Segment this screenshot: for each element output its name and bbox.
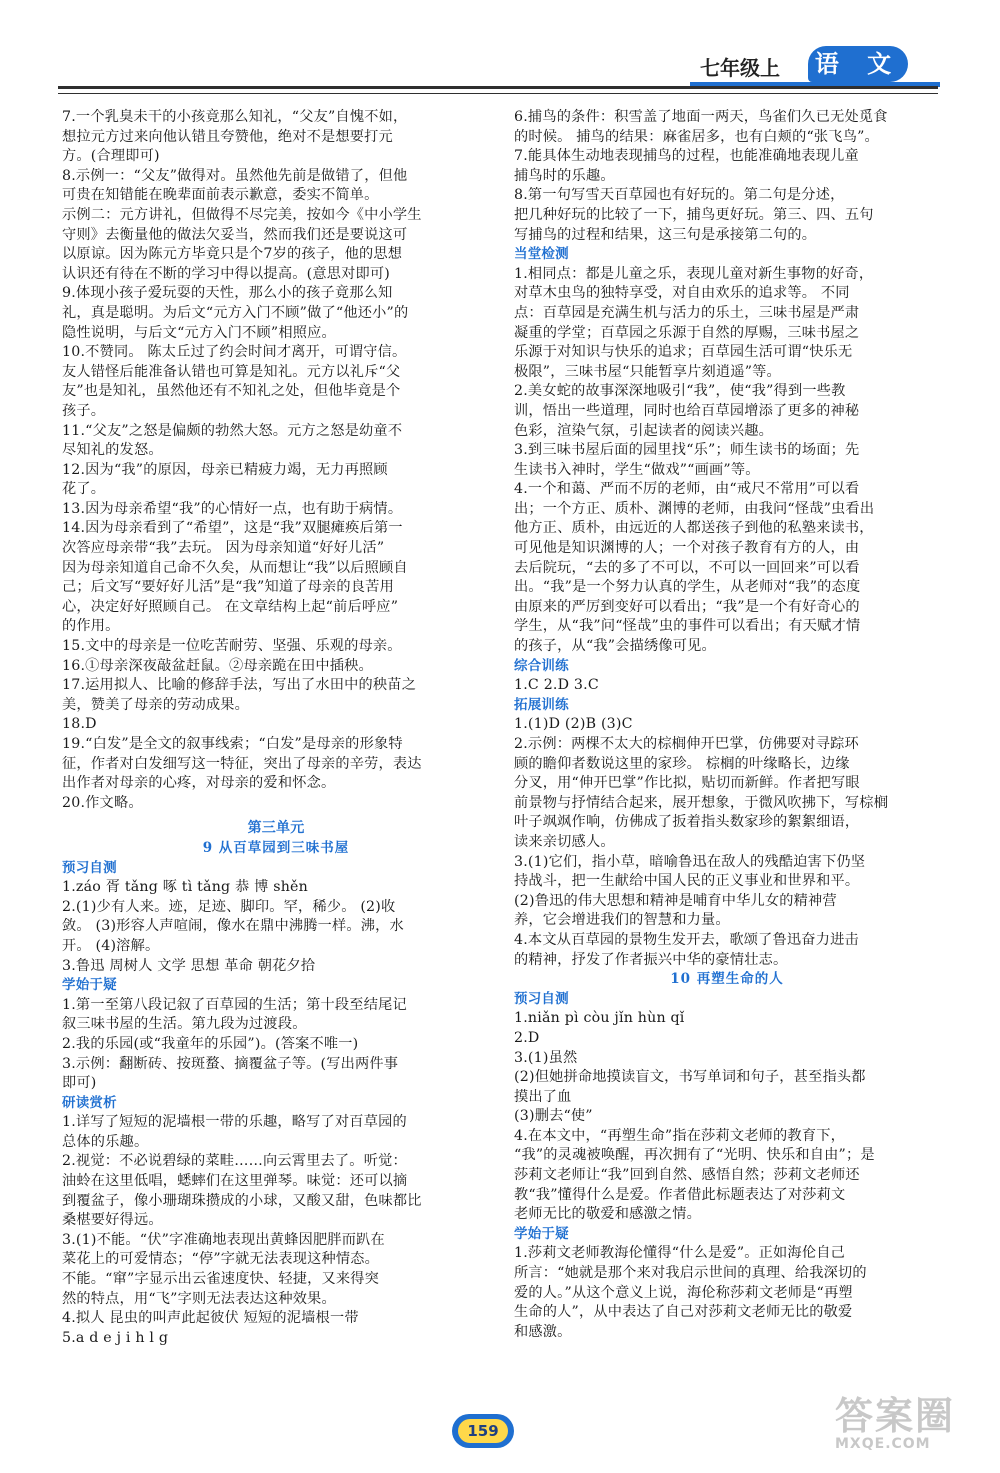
watermark-top: 答案圈 [835,1394,956,1438]
answer-line: 开。 (4)溶解。 [62,937,160,954]
answer-line: 3.(1)不能。“伏”字准确地表现出黄蜂因肥胖而趴在 [62,1231,385,1248]
answer-line: (2)但她拼命地摸读盲文，书写单词和句子，甚至指头都 [514,1069,866,1086]
watermark-bottom: MXQE.COM [835,1436,931,1452]
answer-line: 莎莉文老师让“我”回到自然、感悟自然；莎莉文老师还 [514,1167,860,1184]
answer-line: 1.详写了短短的泥墙根一带的乐趣，略写了对百草园的 [62,1114,407,1131]
answer-line: 2.D [514,1029,540,1046]
answer-line: 分叉，用“伸开巴掌”作比拟，贴切而新鲜。作者把写眼 [514,775,860,792]
answer-line: 出。“我”是一个努力认真的学生，从老师对“我”的态度 [514,579,861,596]
answer-line: 1.相同点：都是儿童之乐，表现儿童对新生事物的好奇， [514,265,874,282]
answer-line: 13.因为母亲希望“我”的心情好一点，也有助于病情。 [62,500,403,517]
answer-line: 3.鲁迅 周树人 文学 思想 革命 朝花夕拾 [62,957,316,974]
answer-line: 7.能具体生动地表现捕鸟的过程，也能准确地表现儿童 [514,148,859,165]
answer-line: 的孩子，从“我”会描绣像可见。 [514,638,716,655]
answer-line: 教“我”懂得什么是爱。作者借此标题表达了对莎莉文 [514,1186,846,1203]
page-header [0,0,1000,110]
right-column [514,108,940,1342]
answer-line: 和感激。 [514,1323,572,1340]
answer-line: 方。(合理即可) [62,148,160,165]
answer-line: 1.第一至第八段记叙了百草园的生活；第十段至结尾记 [62,996,407,1013]
answer-line: 2.示例：两棵不太大的棕榈伸开巴掌，仿佛要对寻踪环 [514,736,859,752]
answer-line: 2.视觉：不必说碧绿的菜畦……向云霄里去了。听觉： [62,1153,407,1170]
answer-line: 17.运用拟人、比喻的修辞手法，写出了水田中的秧苗之 [62,677,417,694]
answer-line: 爱的人。”从这个意义上说，海伦称莎莉文老师是“再塑 [514,1284,853,1301]
answer-line: 他方正、质朴，由远近的人都送孩子到他的私塾来读书， [514,520,874,537]
section-heading: 学始于疑 [62,977,117,994]
answer-line: 乐源于对知识与快乐的追求；百草园生活可谓“快乐无 [514,344,853,361]
section-heading: 拓展训练 [514,696,569,713]
answer-line: 写捕鸟的过程和结果，这三句是承接第二句的。 [514,226,817,243]
answer-line: 学生，从“我”问“怪哉”虫的事件可以看出；有天赋才情 [514,618,861,635]
section-heading: 预习自测 [62,859,117,876]
answer-line: 即可) [62,1075,97,1092]
answer-line: 去后院玩，“去的多了不可以，不可以一回回来”可以看 [514,559,860,576]
left-column [62,108,490,1348]
answer-line: 尽知礼的发怒。 [62,442,163,459]
answer-line: 8.示例一：“父友”做得对。虽然他先前是做错了，但他 [62,167,408,184]
answer-line: 19.“白发”是全文的叙事线索；“白发”是母亲的形象特 [62,736,403,752]
answer-line: 14.因为母亲看到了“希望”，这是“我”双腿瘫痪后第一 [62,520,403,537]
answer-line: 训，悟出一些道理，同时也给百草园增添了更多的神秘 [514,402,860,419]
answer-line: 到覆盆子，像小珊瑚珠攒成的小球，又酸又甜，色味都比 [62,1192,422,1209]
answer-line: 认识还有待在不断的学习中得以提高。(意思对即可) [62,265,390,282]
answer-line: 11.“父友”之怒是偏颇的勃然大怒。元方之怒是幼童不 [62,422,403,439]
answer-line: 由原来的严厉到变好可以看出；“我”是一个有好奇心的 [514,598,860,615]
section-heading: 研读赏析 [62,1094,117,1111]
answer-line: 美，赞美了母亲的劳动成果。 [62,696,250,713]
subject-tab: 语 文 [808,46,908,82]
answer-line: 2.(1)少有人来。迹，足迹、脚印。罕，稀少。 (2)收 [62,898,396,915]
answer-line: 生读书入神时，学生“做戏”“画画”等。 [514,461,760,478]
section-heading: 学始于疑 [514,1225,569,1242]
answer-line: 生命的人”，从中表达了自己对莎莉文老师无比的敬爱 [514,1304,853,1321]
answer-line: 总体的乐趣。 [62,1133,149,1150]
answer-line: 1.záo 胥 tǎng 啄 tì tǎng 恭 博 shěn [62,879,308,896]
answer-line: 4.一个和蔼、严而不厉的老师，由“戒尺不常用”可以看 [514,481,860,498]
answer-line: 所言：“她就是那个来对我启示世间的真理、给我深切的 [514,1265,867,1282]
answer-line: 4.在本文中，“再塑生命”指在莎莉文老师的教育下， [514,1127,845,1144]
answer-line: 隐性说明，与后文“元方入门不顾”相照应。 [62,324,336,341]
answer-line: 示例二：元方讲礼，但做得不尽完美，按如今《中小学生 [62,206,422,223]
answer-line: 9.体现小孩子爱玩耍的天性，那么小的孩子竟那么知 [62,285,393,302]
answer-line: 对草木虫鸟的独特享受，对自由欢乐的追求等。 不同 [514,285,850,302]
answer-line: 叙三味书屋的生活。第九段为过渡段。 [62,1016,307,1033]
answer-line: 心，决定好好照顾自己。 在文章结构上起“前后呼应” [62,598,399,615]
answer-line: 8.第一句写雪天百草园也有好玩的。第二句是分述， [514,187,845,204]
answer-line: 的时候。 捕鸟的结果：麻雀居多，也有白颊的“张飞鸟”。 [514,128,879,145]
answer-line: 守则》去衡量他的做法欠妥当，然而我们还是要说这可 [62,226,408,243]
answer-line: “我”的灵魂被唤醒，再次拥有了“光明、快乐和自由”；是 [514,1147,875,1164]
answer-line: 己；后文写“要好好儿活”是“我”知道了母亲的良苦用 [62,579,394,596]
answer-line: 点：百草园是充满生机与活力的乐土，三味书屋是严肃 [514,304,860,321]
answer-line: 桑椹要好得远。 [62,1212,163,1229]
answer-line: 3.示例：翻断砖、按斑蝥、摘覆盆子等。(写出两件事 [62,1055,399,1072]
answer-line: 6.捕鸟的条件：积雪盖了地面一两天，鸟雀们久已无处觅食 [514,109,888,125]
answer-line: 养，它会增进我们的智慧和力量。 [514,912,730,929]
answer-line: 油蛉在这里低唱，蟋蟀们在这里弹琴。味觉：还可以摘 [62,1173,408,1190]
answer-line: 色彩，渲染气氛，引起读者的阅读兴趣。 [514,422,773,439]
answer-line: 可见他是知识渊博的人；一个对孩子教育有方的人，由 [514,540,860,557]
watermark-logo [835,1385,985,1465]
answer-line: 因为母亲知道自己命不久矣，从而想让“我”以后照顾自 [62,559,408,576]
answer-line: 孩子。 [62,402,106,419]
section-heading: 预习自测 [514,990,569,1007]
answer-line: 2.美女蛇的故事深深地吸引“我”，使“我”得到一些教 [514,383,846,400]
answer-line: 叶子飒飒作响，仿佛成了扳着指头数家珍的絮絮细语， [514,814,860,831]
section-heading: 当堂检测 [514,246,569,263]
answer-line: 16.①母亲深夜敲盆赶鼠。②母亲跪在田中插秧。 [62,657,373,674]
answer-line: 20.作文略。 [62,794,143,811]
answer-line: (2)鲁迅的伟大思想和精神是哺育中华儿女的精神营 [514,892,837,909]
answer-line: 以原谅。因为陈元方毕竟只是个7岁的孩子，他的思想 [62,246,403,263]
answer-line: 10.不赞同。 陈太丘过了约会时间才离开，可谓守信。 [62,344,407,361]
answer-line: 读来亲切感人。 [514,833,615,850]
answer-line: 老师无比的敬爱和感激之情。 [514,1206,702,1223]
answer-line: 不能。“窜”字显示出云雀速度快、轻捷，又来得突 [62,1271,380,1288]
header-rule [58,86,938,89]
answer-line: 12.因为“我”的原因，母亲已精疲力竭，无力再照顾 [62,461,388,478]
answer-line: 可贵在知错能在晚辈面前表示歉意，委实不简单。 [62,187,379,204]
answer-line: 4.本文从百草园的景物生发开去，歌颂了鲁迅奋力进击 [514,931,859,948]
answer-line: 3.(1)虽然 [514,1049,578,1066]
answer-line: 5.a d e j i h l g [62,1329,169,1346]
answer-line: 征，作者对白发细写这一特征，突出了母亲的辛劳，表达 [62,755,422,772]
page-number: 159 [458,1419,508,1443]
answer-line: 礼，真是聪明。为后文“元方入门不顾”做了“他还小”的 [62,304,409,321]
answer-line: 的精神，抒发了作者振兴中华的豪情壮志。 [514,951,788,968]
answer-line: 友人错怪后能准备认错也可算是知礼。元方以礼斥“父 [62,363,401,380]
answer-line: 敛。 (3)形容人声喧闹，像水在鼎中沸腾一样。沸，水 [62,918,404,935]
answer-line: 7.一个乳臭未干的小孩竟那么知礼，“父友”自愧不如， [62,109,408,125]
lesson-title: 10 再塑生命的人 [670,971,784,988]
answer-line: 1.niǎn pì còu jǐn hùn qǐ [514,1010,685,1027]
answer-line: 想拉元方过来向他认错且夸赞他，绝对不是想要打元 [62,128,393,145]
answer-line: 4.拟人 昆虫的叫声此起彼伏 短短的泥墙根一带 [62,1310,359,1327]
answer-line: 1.(1)D (2)B (3)C [514,716,633,733]
answer-line: 2.我的乐园(或“我童年的乐园”)。(答案不唯一) [62,1035,359,1052]
answer-line: 凝重的学堂；百草园之乐源于自然的厚赐，三味书屋之 [514,324,860,341]
answer-line: 次答应母亲带“我”去玩。 因为母亲知道“好好儿活” [62,540,385,557]
grade-label: 七年级上 [700,56,780,80]
answer-line: 的作用。 [62,618,120,635]
answer-line: 3.(1)它们，指小草，暗喻鲁迅在敌人的残酷迫害下仍坚 [514,853,866,870]
section-heading: 综合训练 [514,657,569,674]
answer-line: 1.莎莉文老师教海伦懂得“什么是爱”。正如海伦自己 [514,1245,845,1262]
answer-line: 出作者对母亲的心疼，对母亲的爱和怀念。 [62,775,336,792]
page-number-badge [452,1414,514,1448]
lesson-title: 9 从百草园到三味书屋 [202,839,350,856]
answer-line: 然的特点，用“飞”字则无法表达这种效果。 [62,1290,336,1307]
answer-line: 摸出了血 [514,1088,572,1105]
answer-line: 15.文中的母亲是一位吃苦耐劳、坚强、乐观的母亲。 [62,638,402,655]
answer-line: 捕鸟时的乐趣。 [514,167,615,184]
unit-heading: 第三单元 [247,820,305,837]
answer-line: (3)删去“使” [514,1108,593,1125]
answer-line: 出；一个方正、质朴、渊博的老师，由我问“怪哉”虫看出 [514,500,875,517]
answer-line: 3.到三味书屋后面的园里找“乐”；师生读书的场面；先 [514,442,860,459]
answer-line: 1.C 2.D 3.C [514,677,599,694]
header-rule-thin [58,93,938,94]
answer-line: 把几种好玩的比较了一下，捕鸟更好玩。第三、四、五句 [514,206,874,223]
answer-line: 菜花上的可爱情态；“停”字就无法表现这种情态。 [62,1251,380,1268]
answer-line: 花了。 [62,481,106,498]
answer-line: 友”也是知礼，虽然他还有不知礼之处，但他毕竟是个 [62,383,401,400]
answer-line: 18.D [62,716,97,733]
answer-line: 前景物与抒情结合起来，展开想象，于微风吹拂下，写棕榈 [514,794,889,811]
answer-line: 极限”，三味书屋“只能暂享片刻逍遥”等。 [514,363,781,380]
answer-line: 持战斗，把一生献给中国人民的正义事业和世界和平。 [514,873,860,890]
answer-line: 顾的瞻仰者数说这里的家珍。 棕榈的叶缘略长，边缘 [514,755,850,772]
